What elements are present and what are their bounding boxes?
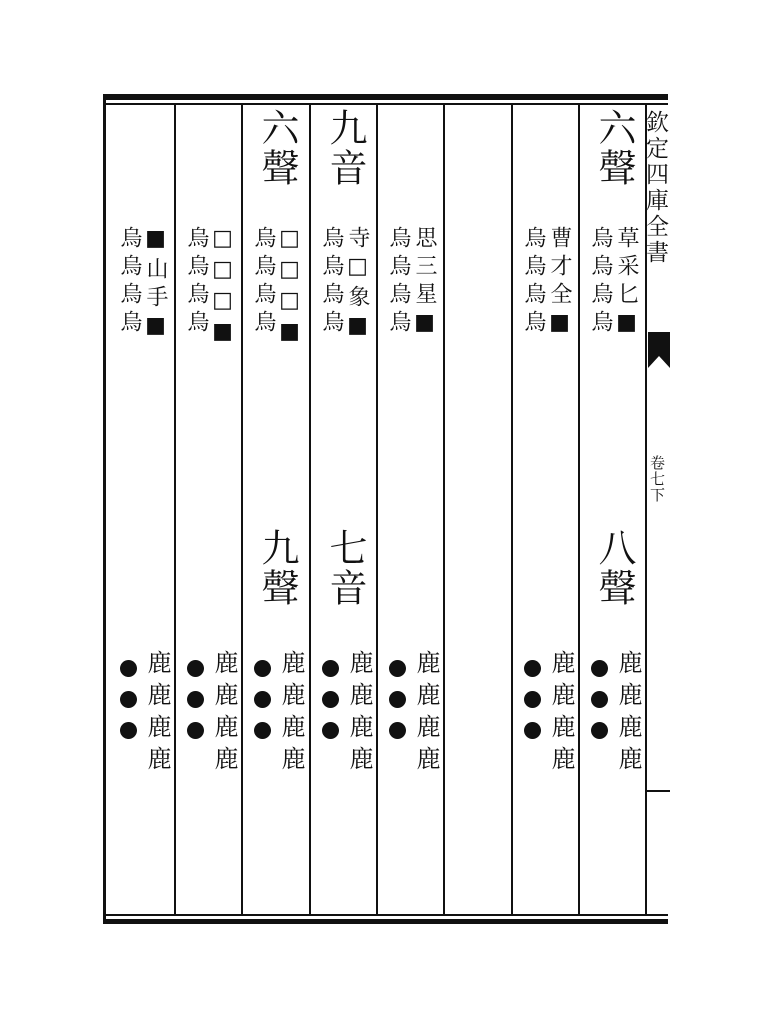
column-1-deer: 鹿鹿鹿鹿	[614, 650, 642, 778]
column-6-line-2: 烏烏烏烏	[251, 226, 276, 338]
column-4-line-2: 烏烏烏烏	[386, 226, 411, 338]
column-8	[107, 108, 173, 912]
column-8-deer: 鹿鹿鹿鹿	[143, 650, 171, 778]
column-2	[513, 108, 577, 912]
frame-top-border	[103, 94, 668, 100]
column-6-heading-bottom: 九聲	[255, 528, 299, 608]
column-8-dots	[119, 653, 138, 746]
column-6-dots	[253, 653, 272, 746]
column-7-dots	[186, 653, 205, 746]
column-1-dots	[590, 653, 609, 746]
column-5	[311, 108, 375, 912]
frame-bottom-inner-border	[103, 914, 668, 916]
column-2-line-1: 曹才全■	[547, 226, 572, 341]
column-4-line-1: 思三星■	[412, 226, 437, 341]
column-7	[176, 108, 240, 912]
fish-tail-mark-icon	[646, 330, 672, 370]
column-3-blank	[445, 108, 509, 912]
frame-bottom-border	[103, 919, 668, 924]
column-7-line-1: □□□■	[210, 226, 235, 350]
frame-top-inner-border	[103, 103, 668, 105]
column-5-heading-bottom: 七音	[323, 528, 367, 608]
column-7-deer: 鹿鹿鹿鹿	[210, 650, 238, 778]
column-1-line-2: 烏烏烏烏	[588, 226, 613, 338]
column-5-line-1: 寺□象■	[345, 226, 370, 344]
column-6-line-1: □□□■	[277, 226, 302, 350]
column-5-heading-top: 九音	[323, 108, 367, 188]
column-1-line-1: 草采匕■	[614, 226, 639, 341]
column-5-dots	[321, 653, 340, 746]
column-6-deer: 鹿鹿鹿鹿	[277, 650, 305, 778]
column-1-heading-bottom: 八聲	[592, 528, 636, 608]
column-4-dots	[388, 653, 407, 746]
column-4-deer: 鹿鹿鹿鹿	[412, 650, 440, 778]
margin-rule	[646, 790, 670, 792]
column-6	[243, 108, 307, 912]
column-6-heading-top: 六聲	[255, 108, 299, 188]
column-7-line-2: 烏烏烏烏	[184, 226, 209, 338]
column-5-deer: 鹿鹿鹿鹿	[345, 650, 373, 778]
column-2-deer: 鹿鹿鹿鹿	[547, 650, 575, 778]
column-8-line-2: 烏烏烏烏	[117, 226, 142, 338]
column-4	[378, 108, 442, 912]
column-2-line-2: 烏烏烏烏	[521, 226, 546, 338]
column-1-heading-top: 六聲	[592, 108, 636, 188]
juan-label: 卷七下	[648, 455, 666, 503]
column-1	[580, 108, 644, 912]
book-title: 欽定四庫全書	[642, 110, 668, 266]
column-8-line-1: ■山手■	[143, 226, 168, 344]
column-5-line-2: 烏烏烏烏	[319, 226, 344, 338]
column-2-dots	[523, 653, 542, 746]
frame-left-border	[103, 94, 106, 924]
